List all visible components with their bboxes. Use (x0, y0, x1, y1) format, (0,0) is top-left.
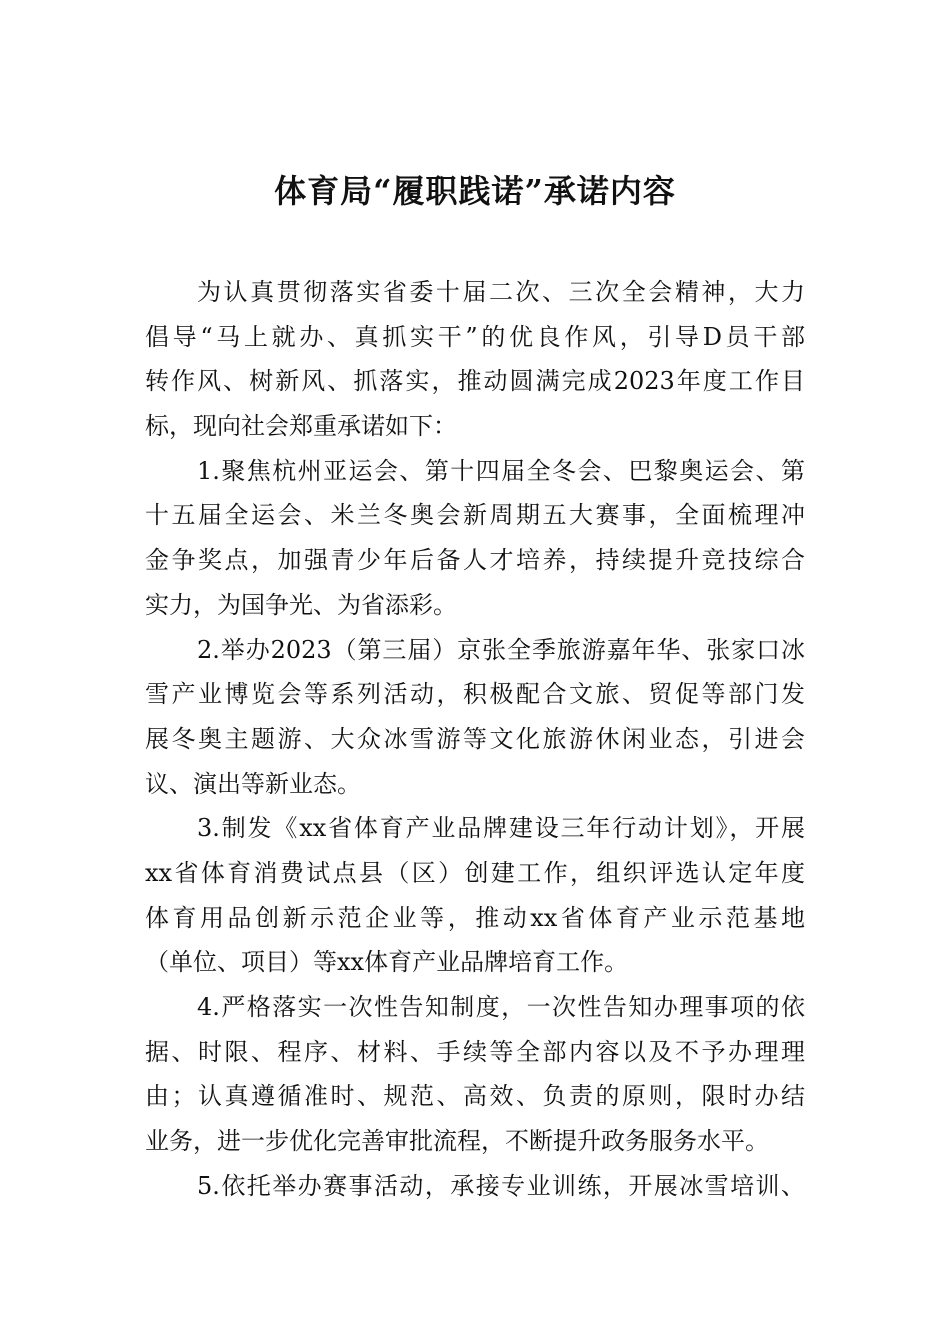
paragraph-line: 转作风、树新风、抓落实，推动圆满完成2023年度工作目 (145, 367, 805, 396)
paragraph-line: 议、演出等新业态。 (145, 769, 361, 798)
paragraph-line: 据、时限、程序、材料、手续等全部内容以及不予办理理 (145, 1037, 805, 1066)
paragraph-line: 标，现向社会郑重承诺如下： (145, 412, 457, 441)
paragraph (145, 985, 805, 1164)
paragraph-line: 2.举办2023（第三届）京张全季旅游嘉年华、张家口冰 (197, 635, 805, 664)
paragraph-line: 为认真贯彻落实省委十届二次、三次全会精神，大力 (197, 278, 805, 306)
paragraph-line: 4.严格落实一次性告知制度，一次性告知办理事项的依 (197, 993, 805, 1021)
paragraph-line: 3.制发《xx省体育产业品牌建设三年行动计划》，开展 (197, 814, 805, 843)
document-body (145, 270, 805, 1208)
paragraph-line: xx省体育消费试点县（区）创建工作，组织评选认定年度 (145, 858, 805, 887)
paragraph (145, 1164, 805, 1209)
paragraph-line: 雪产业博览会等系列活动，积极配合文旅、贸促等部门发 (145, 680, 805, 709)
paragraph-line: 业务，进一步优化完善审批流程，不断提升政务服务水平。 (145, 1127, 769, 1156)
paragraph-line: 展冬奥主题游、大众冰雪游等文化旅游休闲业态，引进会 (145, 724, 805, 753)
paragraph (145, 806, 805, 985)
paragraph-line: 倡导“马上就办、真抓实干”的优良作风，引导D员干部 (145, 322, 805, 351)
paragraph-line: 十五届全运会、米兰冬奥会新周期五大赛事，全面梳理冲 (145, 501, 805, 530)
paragraph-line: 实力，为国争光、为省添彩。 (145, 590, 457, 619)
paragraph-line: 5.依托举办赛事活动，承接专业训练，开展冰雪培训、 (197, 1171, 805, 1200)
paragraph (145, 449, 805, 628)
paragraph-line: 1.聚焦杭州亚运会、第十四届全冬会、巴黎奥运会、第 (197, 456, 805, 485)
paragraph (145, 628, 805, 807)
paragraph-line: （单位、项目）等xx体育产业品牌培育工作。 (145, 948, 629, 977)
paragraph-line: 金争奖点，加强青少年后备人才培养，持续提升竞技综合 (145, 546, 805, 575)
document-title: 体育局“履职践诺”承诺内容 (274, 172, 676, 210)
paragraph (145, 270, 805, 449)
paragraph-line: 体育用品创新示范企业等，推动xx省体育产业示范基地 (145, 903, 805, 932)
paragraph-line: 由；认真遵循准时、规范、高效、负责的原则，限时办结 (145, 1082, 805, 1111)
